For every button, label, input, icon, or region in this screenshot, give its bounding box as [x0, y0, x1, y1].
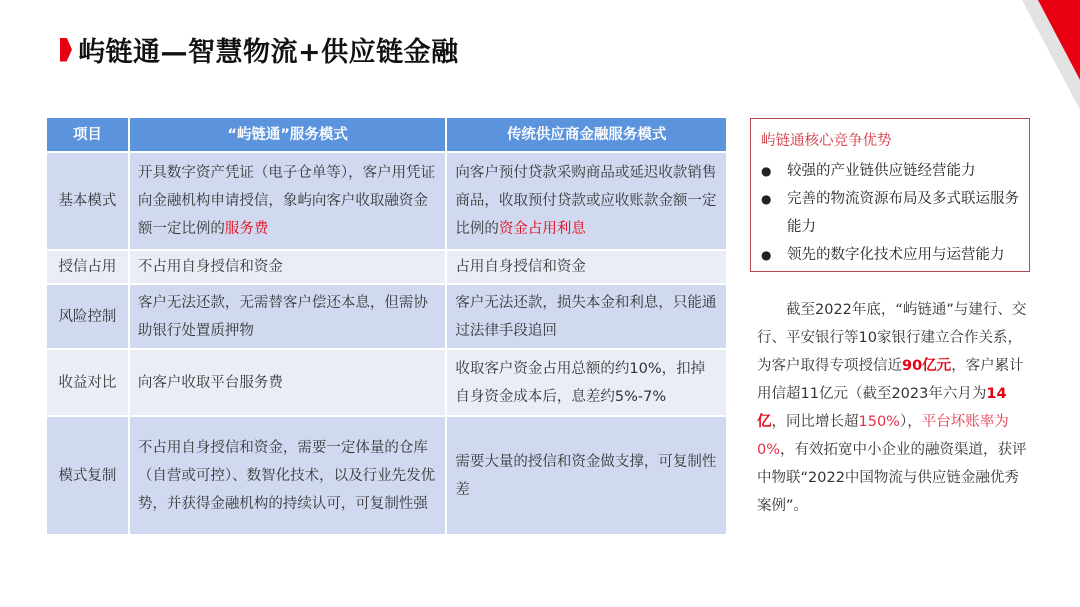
traditional-cell: 向客户预付贷款采购商品或延迟收款销售商品，收取预付贷款或应收账款金额一定比例的资金占用利息	[446, 152, 727, 250]
ylt-cell: 客户无法还款，无需替客户偿还本息，但需协助银行处置质押物	[129, 284, 446, 349]
list-item: ● 领先的数字化技术应用与运营能力	[761, 241, 1019, 269]
bad-debt-rate: 平台坏账率为0%	[757, 414, 1009, 458]
title-arrow-icon	[60, 38, 72, 62]
table-row	[47, 284, 727, 349]
table-row	[47, 349, 727, 416]
ylt-cell: 不占用自身授信和资金	[129, 250, 446, 284]
corner-decoration-red	[1038, 0, 1080, 80]
summary-paragraph: 截至2022年底，“屿链通”与建行、交行、平安银行等10家银行建立合作关系，为客户取得专项授信近90亿元，客户累计用信超11亿元（截至2023年六月为14亿，同比增长超150%），平台坏账率为0%，有效拓宽中小企业的融资渠道，获评中物联“2022中国物流与供应链金融优秀案例”。	[757, 302, 1027, 514]
advantages-title: 屿链通核心竞争优势	[761, 133, 892, 149]
header-ylt: “屿链通”服务模式	[129, 118, 446, 152]
header-item: 项目	[47, 118, 129, 152]
bullet-icon: ●	[761, 164, 772, 178]
slide-header	[60, 30, 459, 69]
table-row	[47, 250, 727, 284]
highlight-text: 服务费	[224, 221, 269, 237]
june-amount: 14亿	[757, 386, 1007, 430]
row-label: 收益对比	[47, 349, 129, 416]
growth-rate: 150%	[858, 414, 900, 430]
traditional-cell: 客户无法还款，损失本金和利息，只能通过法律手段追回	[446, 284, 727, 349]
traditional-cell: 收取客户资金占用总额的约10%，扣掉自身资金成本后，息差约5%-7%	[446, 349, 727, 416]
traditional-cell: 需要大量的授信和资金做支撑，可复制性差	[446, 416, 727, 535]
bullet-icon: ●	[761, 248, 772, 262]
ylt-cell: 向客户收取平台服务费	[129, 349, 446, 416]
ylt-cell: 开具数字资产凭证（电子仓单等），客户用凭证向金融机构申请授信，象屿向客户收取融资金额一定比例的服务费	[129, 152, 446, 250]
row-label: 风险控制	[47, 284, 129, 349]
table-row	[47, 416, 727, 535]
table-header-row	[47, 118, 727, 152]
comparison-table	[47, 118, 728, 536]
row-label: 授信占用	[47, 250, 129, 284]
list-item: ● 完善的物流资源布局及多式联运服务能力	[761, 185, 1019, 241]
row-label: 基本模式	[47, 152, 129, 250]
table-row	[47, 152, 727, 250]
row-label: 模式复制	[47, 416, 129, 535]
bullet-icon: ●	[761, 192, 772, 206]
highlight-text: 资金占用利息	[498, 221, 586, 237]
credit-amount: 90亿元	[902, 358, 952, 374]
header-traditional: 传统供应商金融服务模式	[446, 118, 727, 152]
traditional-cell: 占用自身授信和资金	[446, 250, 727, 284]
list-item: ● 较强的产业链供应链经营能力	[761, 157, 1019, 185]
advantages-box	[750, 118, 1030, 272]
ylt-cell: 不占用自身授信和资金，需要一定体量的仓库（自营或可控）、数智化技术，以及行业先发优势，并获得金融机构的持续认可，可复制性强	[129, 416, 446, 535]
slide-title: 屿链通—智慧物流+供应链金融	[78, 37, 459, 68]
